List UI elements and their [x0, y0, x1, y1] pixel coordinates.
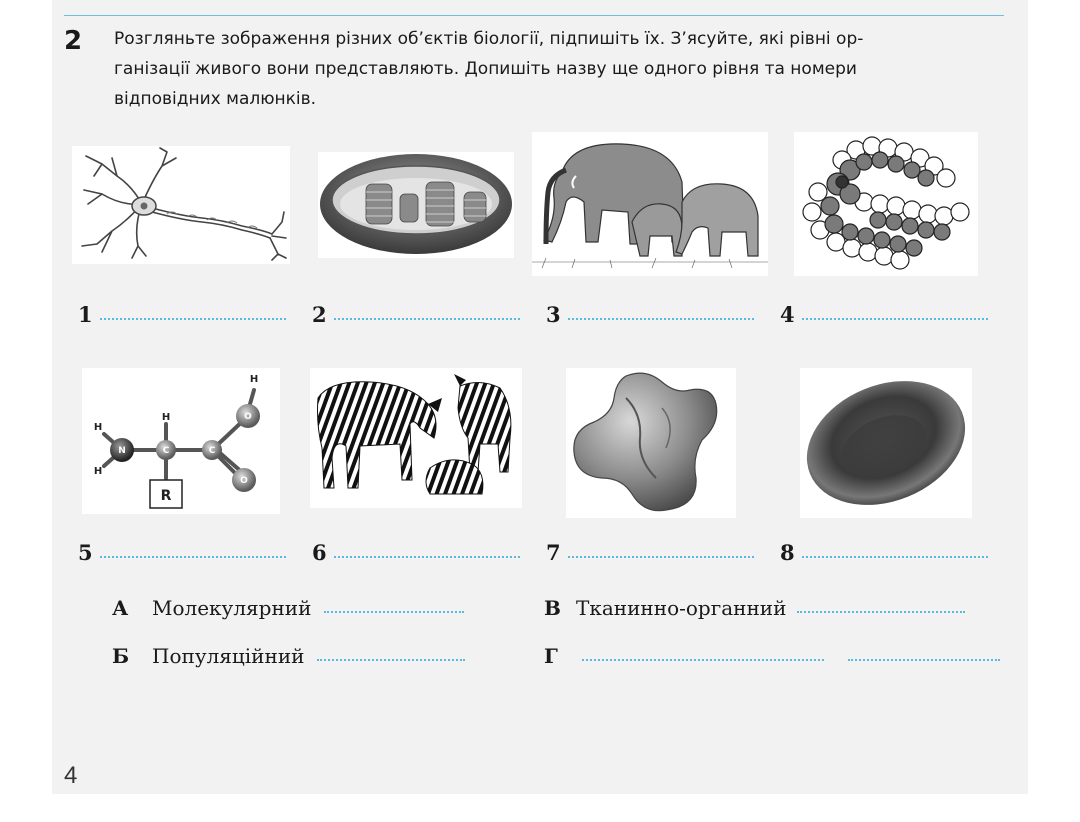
answer-line-3[interactable]	[568, 317, 754, 320]
atom-label-h2: H	[93, 466, 103, 477]
answer-line-6[interactable]	[334, 555, 520, 558]
level-a-answer-line[interactable]	[324, 610, 464, 613]
radical-label: R	[160, 488, 172, 504]
answer-line-5[interactable]	[100, 555, 286, 558]
atom-label-h3: H	[161, 412, 171, 423]
task-number: 2	[64, 26, 83, 56]
atom-label-h1: H	[93, 422, 103, 433]
level-g-name-line[interactable]	[582, 658, 824, 661]
picture-1-neuron	[72, 146, 290, 264]
zebras-icon	[310, 368, 522, 508]
atom-label-o2: O	[240, 476, 248, 486]
atom-label-h4: H	[249, 374, 259, 385]
level-b-name: Популяційний	[152, 644, 305, 668]
picture-label-2: 2	[312, 302, 520, 327]
picture-label-8: 8	[780, 540, 988, 565]
atom-label-c2: C	[208, 446, 216, 456]
level-a-name: Молекулярний	[152, 596, 312, 620]
picture-4-molecule	[794, 132, 978, 276]
task-line-2: ганізації живого вони представляють. Допишіть назву ще одного рівня та номери	[114, 59, 857, 79]
atom-label-n: N	[118, 446, 126, 456]
picture-label-4: 4	[780, 302, 988, 327]
chloroplast-icon	[318, 152, 514, 258]
answer-line-1[interactable]	[100, 317, 286, 320]
level-g-answer-line[interactable]	[848, 658, 1000, 661]
red-blood-cell-icon	[800, 368, 972, 518]
picture-label-5: 5	[78, 540, 286, 565]
answer-line-8[interactable]	[802, 555, 988, 558]
molecule-chain-icon	[794, 132, 978, 276]
amino-acid-formula-icon	[82, 368, 280, 514]
level-v-answer-line[interactable]	[797, 610, 965, 613]
top-rule	[64, 15, 1004, 16]
picture-3-elephants	[532, 132, 768, 276]
picture-2-chloroplast	[318, 152, 514, 258]
organ-icon	[566, 368, 736, 518]
level-v: В Тканинно-органний	[544, 596, 965, 620]
level-b: Б Популяційний	[112, 644, 465, 668]
task-line-1: Розгляньте зображення різних об’єктів біології, підпишіть їх. З’ясуйте, які рівні ор-	[114, 29, 864, 49]
page-number: 4	[64, 762, 78, 789]
atom-label-o1: O	[244, 412, 252, 422]
picture-8-red-blood-cell	[800, 368, 972, 518]
task-instructions	[114, 24, 1006, 114]
level-a: А Молекулярний	[112, 596, 464, 620]
level-b-answer-line[interactable]	[317, 658, 465, 661]
task-line-3: відповідних малюнків.	[114, 89, 317, 109]
answer-line-7[interactable]	[568, 555, 754, 558]
atom-label-c1: C	[162, 446, 170, 456]
elephants-icon	[532, 132, 768, 276]
picture-label-6: 6	[312, 540, 520, 565]
neuron-icon	[72, 146, 290, 264]
picture-6-zebras	[310, 368, 522, 508]
picture-5-amino-acid	[82, 368, 280, 514]
picture-label-7: 7	[546, 540, 754, 565]
answer-line-4[interactable]	[802, 317, 988, 320]
picture-label-1: 1	[78, 302, 286, 327]
picture-7-organ	[566, 368, 736, 518]
level-g: Г	[544, 644, 1000, 668]
answer-line-2[interactable]	[334, 317, 520, 320]
level-v-name: Тканинно-органний	[576, 596, 787, 620]
picture-label-3: 3	[546, 302, 754, 327]
